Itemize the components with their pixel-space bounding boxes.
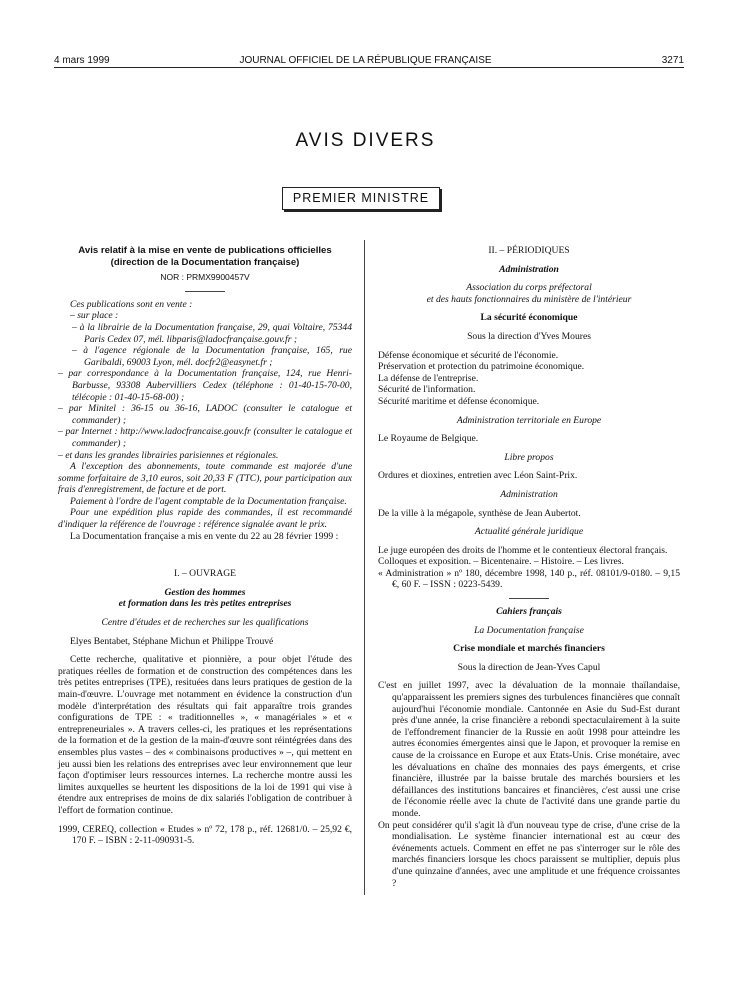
direction-capul: Sous la direction de Jean-Yves Capul [457,661,601,673]
header-page-number: 3271 [661,55,684,66]
securite-title: La sécurité économique [480,312,578,324]
title-rule [185,291,225,292]
crise-title: Crise mondiale et marchés financiers [453,643,605,655]
libre-propos-heading: Libre propos [504,451,554,463]
librairie-item: – à la librairie de la Documentation française, 29, quai Voltaire, 75344 Paris Cedex 07, mél. libparis@ladocfrançaise.gouv.fr ; [72,321,352,345]
secu-item: La défense de l'entreprise. [378,372,479,384]
intro-text: Ces publications sont en vente : [70,298,193,310]
header-journal: JOURNAL OFFICIEL DE LA RÉPUBLIQUE FRANÇAISE [239,55,492,66]
cahiers-heading: Cahiers français [496,606,562,618]
secu-item: Sécurité maritime et défense économique. [378,395,540,407]
association-line2: et des hauts fonctionnaires du ministère de l'intérieur [426,293,632,305]
colloques-text: Colloques et exposition. – Bicentenaire. – Histoire. – Les livres. [378,556,624,568]
correspondance-item: – par correspondance à la Documentation française, 124, rue Henri-Barbusse, 93308 Aubervilliers Cedex (téléphone : 01-40-15-70-00, télécopie : 01-40-15-68-00) ; [58,368,352,403]
association-line1: Association du corps préfectoral [466,282,592,294]
secu-item: Préservation et protection du patrimoine économique. [378,361,585,373]
section-box: PREMIER MINISTRE [282,187,440,210]
book-title-line2: et formation dans les très petites entreprises [118,598,292,610]
crise-paragraph-2: On peut considérer qu'il s'agit là d'un nouveau type de crise, d'une crise de la mondialisation. Le système financier international est au cœur des événements actuels. Comment en effet ne pas s'interroger sur le rôle des marchés financiers lorsque les chocs paraissent se multiplier, depuis plus d'une quinzaine d'années, avec une amplitude et une fréquence croissantes ? [378,819,680,889]
secu-item: Défense économique et sécurité de l'économie. [378,349,559,361]
ordures-text: Ordures et dioxines, entretien avec Léon Saint-Prix. [378,470,578,482]
periodique-rule [509,598,549,599]
notice-subtitle: (direction de la Documentation française) [110,256,300,268]
crise-paragraph-1: C'est en juillet 1997, avec la dévaluation de la monnaie thaïlandaise, qu'apparaissent les premiers signes des turbulences financières que connaît aujourd'hui l'économie mondiale. Cantonnée en Asie du Sud-Est durant près d'une année, la crise financière a rebondi spectaculairement à la suite de l'effondrement financier de la Russie en août 1998 pour atteindre les autres économies émergentes ainsi que le Japon, et provoquer la remise en cause de la croissance en Europe et aux Etats-Unis. Crise monétaire, avec les dévaluations en chaîne des monnaies des pays émergents, et crise financière, illustrée par la baisse brutale des marchés boursiers et les défaillances des institutions bancaires et financières, c'est aussi une crise de l'économie réelle avec la chute de l'activité dans une grande partie du monde. [378,680,680,819]
mise-en-vente-text: La Documentation française a mis en vente du 22 au 28 février 1999 : [70,530,339,542]
administration-reference: « Administration » nº 180, décembre 1998, 140 p., réf. 08101/9-0180. – 9,15 €, 60 F. – ISSN : 0223-5439. [378,567,680,591]
sur-place-text: – sur place : [70,310,119,322]
direction-moures: Sous la direction d'Yves Moures [467,330,591,342]
administration-heading-2: Administration [500,488,558,500]
belgique-text: Le Royaume de Belgique. [378,433,479,445]
column-divider [364,240,365,895]
nor-reference: NOR : PRMX9900457V [160,272,250,283]
book-description: Cette recherche, qualitative et pionnière, a pour objet l'étude des pratiques réelles de formation et de construction des compétences dans les très petites entreprises (TPE), resituées dans leurs pratiques de gestion de la main-d'œuvre. L'ouvrage met notamment en évidence la construction d'un modèle d'interprétation des résultats qui fait apparaître trois grandes configurations de TPE : « traditionnelles », « managériales » et « entrepreneuriales ». A travers celles-ci, les pratiques et les représentations de la formation et de la gestion de la main-d'œuvre sont réintégrées dans des ensembles plus vastes – des « combinaisons productives » –, qui mettent en jeu aussi bien les relations des entreprises avec leur environnement que leur façon d'optimiser leurs ressources internes. La recherche montre aussi les limites auxquelles se heurtent les dispositions de la loi de 1991 qui vise à étendre aux entreprises de moins de dix salariés l'obligation de contribuer à l'effort de formation continue. [58,654,352,816]
book-reference: 1999, CEREQ, collection « Etudes » nº 72, 178 p., réf. 12681/0. – 25,92 €, 170 F. – ISBN : 2-11-090931-5. [58,823,352,847]
actualite-heading: Actualité générale juridique [474,526,584,538]
secu-item: Sécurité de l'information. [378,384,476,396]
section-ouvrage: I. – OUVRAGE [173,568,237,580]
minitel-item: – par Minitel : 36-15 ou 36-16, LADOC (consulter le catalogue et commander) ; [58,403,352,426]
notice-title: Avis relatif à la mise en vente de publications officielles [78,245,332,256]
header-rule [54,67,684,68]
librairies-item: – et dans les grandes librairies parisiennes et régionales. [58,449,279,461]
exception-text: A l'exception des abonnements, toute commande est majorée d'une somme forfaitaire de 3,10 euros, soit 20,33 F (TTC), pour participation aux frais d'enregistrement, de facture et de port. [58,461,352,496]
docfr-heading: La Documentation française [474,624,584,636]
expedition-text: Pour une expédition plus rapide des commandes, il est recommandé d'indiquer la référence de l'ouvrage : référence signalée avant le prix. [58,507,352,531]
book-publisher: Centre d'études et de recherches sur les qualifications [101,617,309,629]
header-date: 4 mars 1999 [54,55,110,66]
page-title: AVIS DIVERS [295,130,436,151]
right-column [378,245,680,889]
territoriale-heading: Administration territoriale en Europe [456,414,602,426]
internet-item: – par Internet : http://www.ladocfrancaise.gouv.fr (consulter le catalogue et commander) ; [58,426,352,449]
left-column [58,245,352,847]
paiement-text: Paiement à l'ordre de l'agent comptable de la Documentation française. [70,495,347,507]
agence-item: – à l'agence régionale de la Documentation française, 165, rue Garibaldi, 69003 Lyon, mél. docfr2@easynet.fr ; [72,345,352,368]
ville-text: De la ville à la mégapole, synthèse de Jean Aubertot. [378,507,581,519]
book-authors: Elyes Bentabet, Stéphane Michun et Philippe Trouvé [70,635,274,647]
book-title-line1: Gestion des hommes [164,586,246,598]
administration-heading: Administration [499,263,559,275]
juge-text: Le juge européen des droits de l'homme et le contentieux électoral français. [378,544,668,556]
section-periodiques: II. – PÉRIODIQUES [488,245,570,256]
